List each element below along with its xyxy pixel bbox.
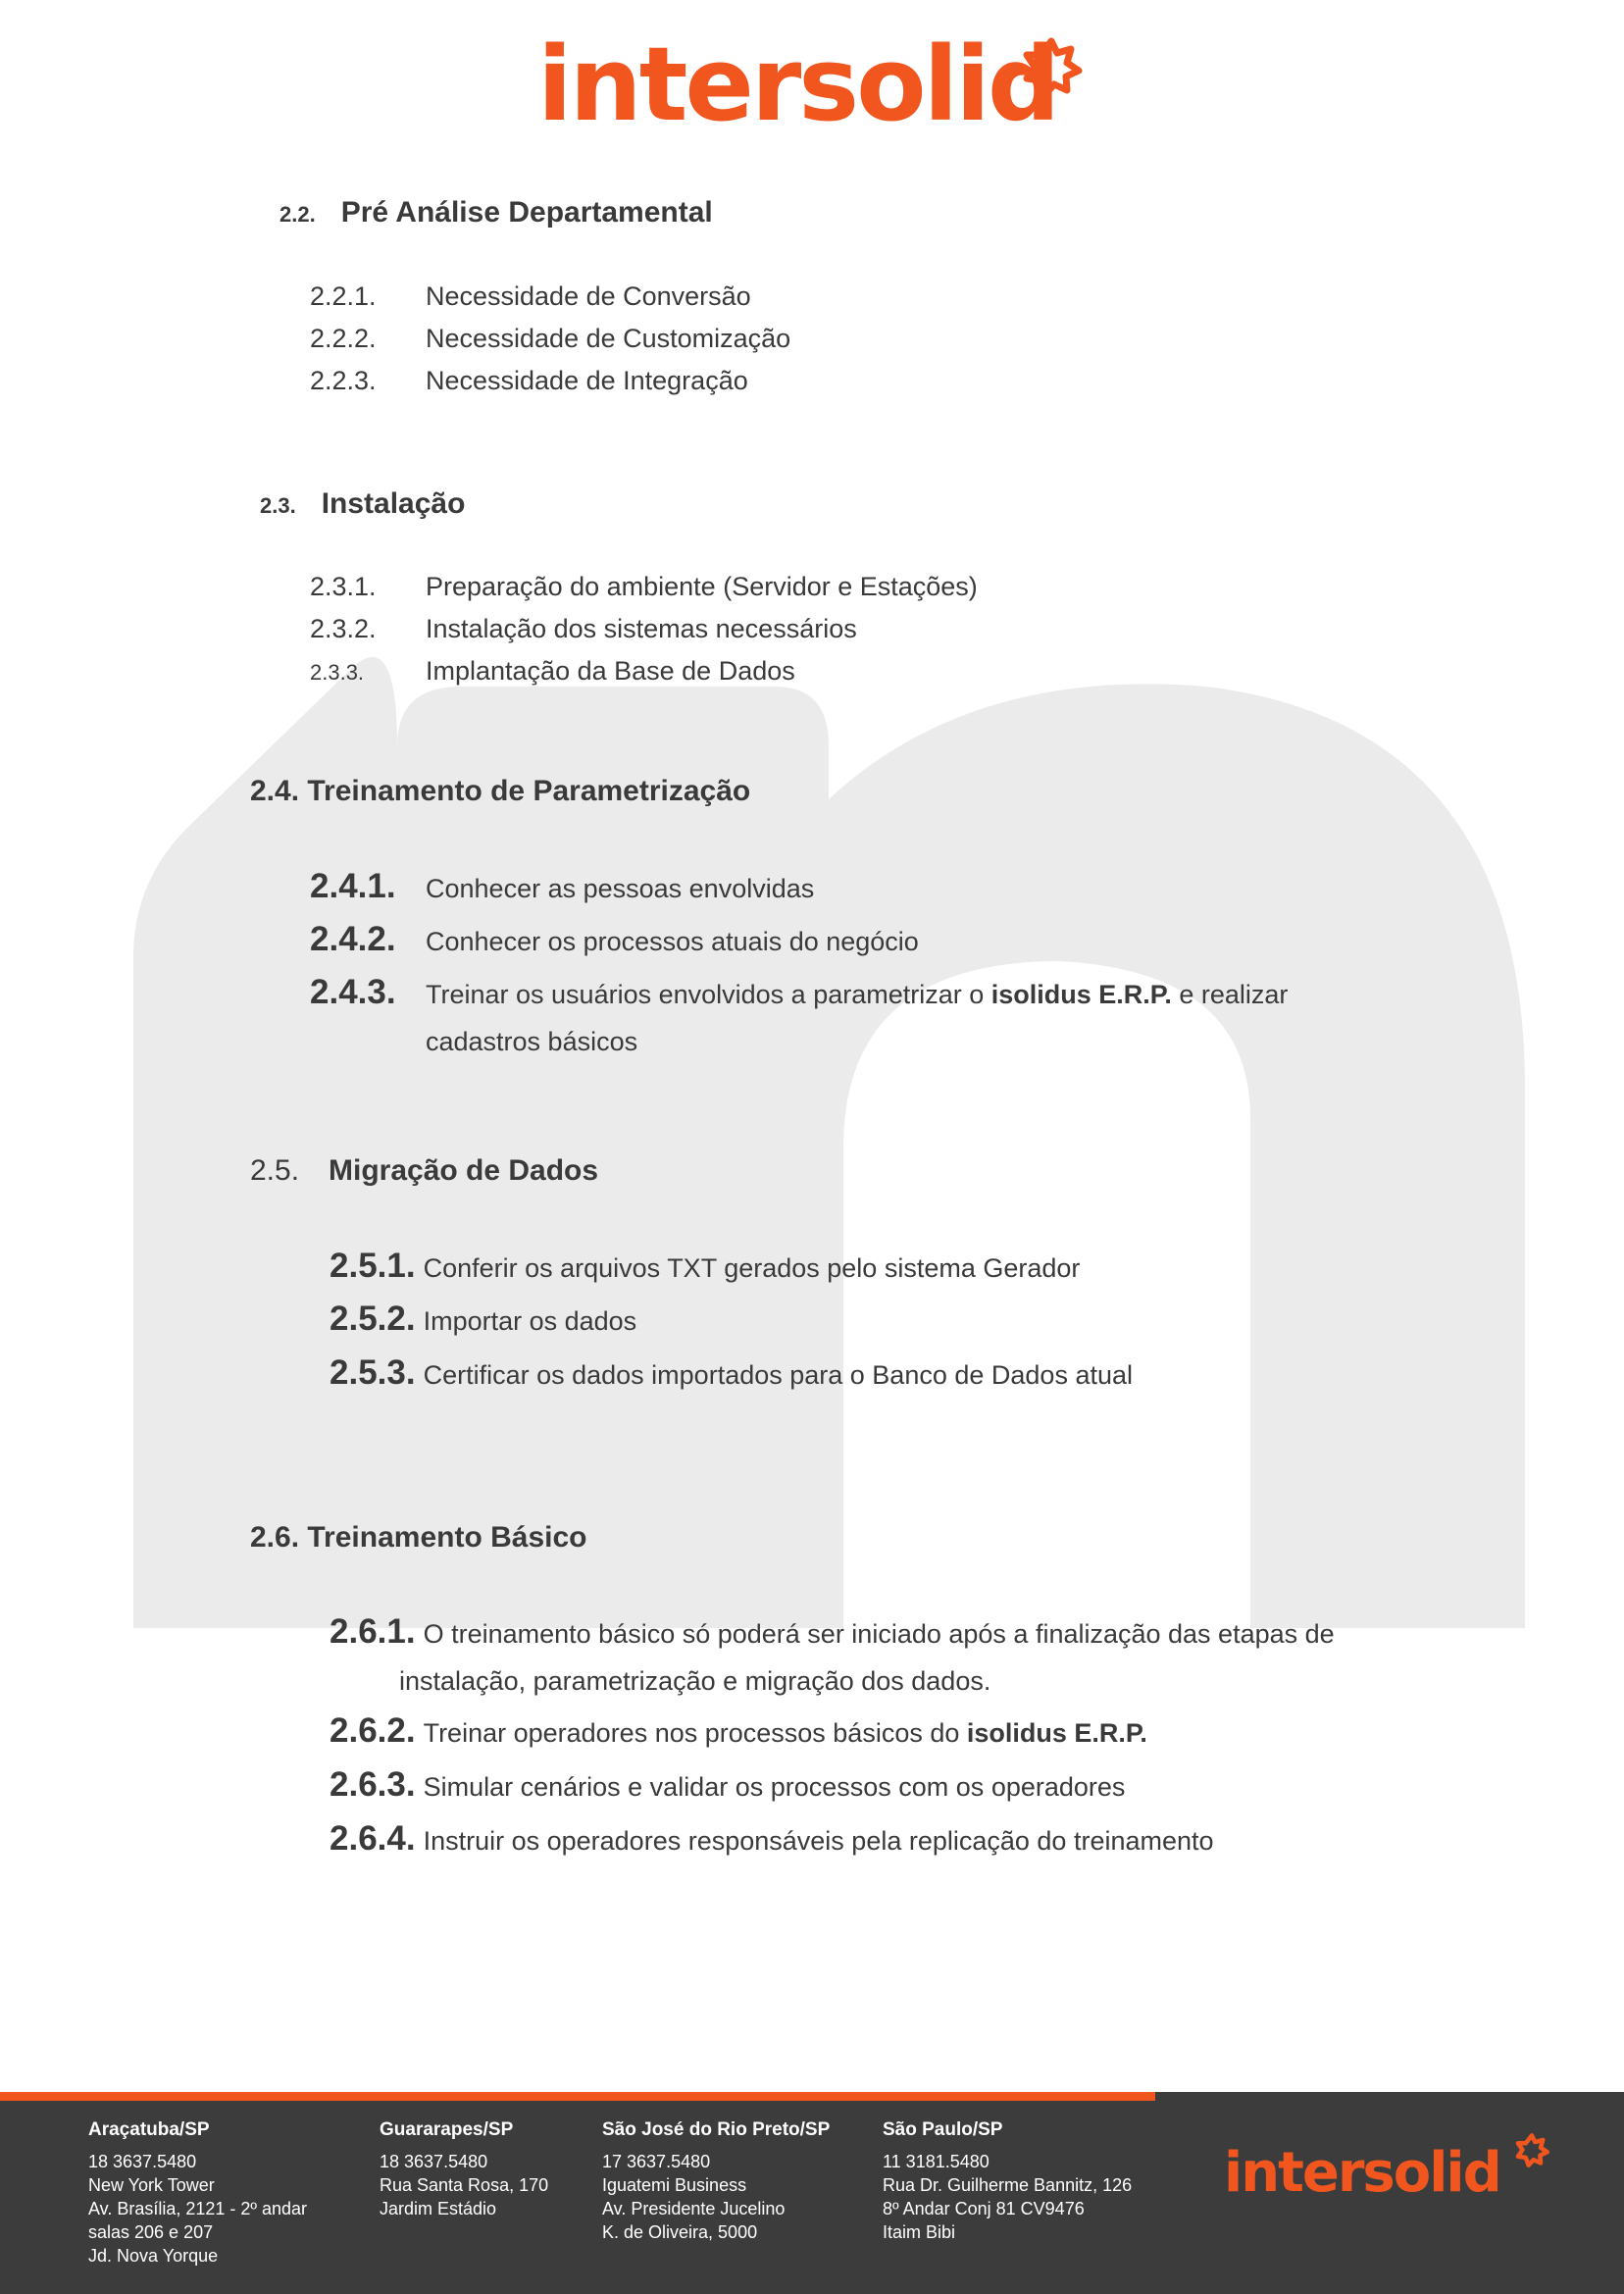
section-heading xyxy=(260,487,465,521)
list-item-continuation: instalação, parametrização e migração dos dados. xyxy=(399,1666,991,1696)
office-phone: 18 3637.5480 xyxy=(88,2152,197,2171)
item-text: Simular cenários e validar os processos com os operadores xyxy=(423,1772,1126,1802)
footer-accent-bar xyxy=(0,2092,1155,2101)
item-text: Treinar operadores nos processos básicos do xyxy=(423,1718,967,1748)
list-item xyxy=(330,1300,636,1339)
item-number: 2.3.3. xyxy=(310,660,365,685)
footer-office-rio-preto xyxy=(602,2118,830,2244)
header-logo-text: intersolid xyxy=(537,25,1058,144)
item-number: 2.2.1. xyxy=(310,281,377,311)
list-item xyxy=(330,1612,1335,1652)
item-text: Certificar os dados importados para o Banco de Dados atual xyxy=(423,1360,1133,1390)
section-number: 2.3. xyxy=(260,493,296,518)
item-number: 2.6.3. xyxy=(330,1765,416,1804)
list-item xyxy=(310,572,978,602)
office-phone: 18 3637.5480 xyxy=(380,2152,488,2171)
footer-logo-text: intersolid xyxy=(1224,2141,1500,2205)
logo-flower-icon xyxy=(1514,2132,1549,2167)
section-title: Migração de Dados xyxy=(329,1154,599,1187)
section-title: Pré Análise Departamental xyxy=(340,196,713,229)
item-number: 2.4.3. xyxy=(310,973,396,1011)
item-number: 2.5.1. xyxy=(330,1247,416,1285)
office-phone: 11 3181.5480 xyxy=(883,2152,990,2171)
item-number: 2.6.4. xyxy=(330,1819,416,1858)
item-number: 2.4.1. xyxy=(310,867,396,905)
logo-flower-icon xyxy=(1020,35,1083,98)
item-text: Necessidade de Integração xyxy=(426,366,748,395)
list-item xyxy=(310,281,751,312)
item-text: Preparação do ambiente (Servidor e Estações) xyxy=(426,572,978,601)
list-item xyxy=(310,867,814,906)
section-number: 2.6. xyxy=(250,1521,300,1554)
list-item xyxy=(310,973,1288,1012)
item-number: 2.3.2. xyxy=(310,614,377,643)
footer-office-guararapes xyxy=(380,2118,548,2220)
section-heading xyxy=(250,1154,598,1188)
section-title: Instalação xyxy=(321,487,466,520)
office-address-line: K. de Oliveira, 5000 xyxy=(602,2222,758,2242)
office-address-line: Jd. Nova Yorque xyxy=(88,2246,219,2266)
office-city: Araçatuba/SP xyxy=(88,2119,210,2140)
product-name: isolidus E.R.P. xyxy=(966,1718,1147,1748)
item-text: Necessidade de Conversão xyxy=(426,281,751,311)
item-number: 2.2.2. xyxy=(310,324,377,353)
list-item xyxy=(310,366,748,396)
list-item xyxy=(310,920,919,959)
item-text: Importar os dados xyxy=(423,1306,637,1336)
office-address-line: Rua Dr. Guilherme Bannitz, 126 xyxy=(883,2175,1133,2195)
office-phone: 17 3637.5480 xyxy=(602,2152,711,2171)
section-number: 2.4. xyxy=(250,775,300,807)
item-text: Instruir os operadores responsáveis pela replicação do treinamento xyxy=(423,1826,1214,1856)
office-city: Guararapes/SP xyxy=(380,2119,514,2140)
section-heading xyxy=(279,196,713,229)
section-number: 2.5. xyxy=(250,1154,300,1187)
item-text: Treinar os usuários envolvidos a parametrizar o xyxy=(426,980,991,1009)
list-item xyxy=(330,1353,1133,1393)
list-item xyxy=(310,656,795,687)
list-item-continuation: cadastros básicos xyxy=(426,1027,638,1056)
office-city: São Paulo/SP xyxy=(883,2119,1003,2140)
item-number: 2.5.3. xyxy=(330,1353,416,1392)
item-text: Conhecer as pessoas envolvidas xyxy=(426,874,815,903)
list-item xyxy=(310,324,790,354)
item-text: Implantação da Base de Dados xyxy=(426,656,795,686)
list-item xyxy=(330,1819,1214,1859)
item-text: Conhecer os processos atuais do negócio xyxy=(426,927,919,956)
section-title: Treinamento de Parametrização xyxy=(307,775,751,807)
product-name: isolidus E.R.P. xyxy=(990,980,1172,1009)
list-item xyxy=(330,1247,1080,1286)
office-address-line: salas 206 e 207 xyxy=(88,2222,214,2242)
section-number: 2.2. xyxy=(279,202,316,227)
section-heading xyxy=(250,775,750,808)
office-address-line: Av. Presidente Jucelino xyxy=(602,2199,786,2218)
office-city: São José do Rio Preto/SP xyxy=(602,2119,831,2140)
office-address-line: Itaim Bibi xyxy=(883,2222,956,2242)
item-number: 2.6.2. xyxy=(330,1711,416,1750)
item-number: 2.4.2. xyxy=(310,920,396,958)
item-text: e realizar xyxy=(1171,980,1289,1009)
item-number: 2.3.1. xyxy=(310,572,377,601)
item-number: 2.2.3. xyxy=(310,366,377,395)
item-text: Necessidade de Customização xyxy=(426,324,791,353)
office-address-line: 8º Andar Conj 81 CV9476 xyxy=(883,2199,1085,2218)
footer-office-aracatuba xyxy=(88,2118,307,2268)
list-item xyxy=(310,614,857,644)
office-address-line: Av. Brasília, 2121 - 2º andar xyxy=(88,2199,308,2218)
section-heading xyxy=(250,1521,586,1555)
office-address-line: Rua Santa Rosa, 170 xyxy=(380,2175,549,2195)
item-number: 2.6.1. xyxy=(330,1612,416,1651)
item-text: O treinamento básico só poderá ser iniciado após a finalização das etapas de xyxy=(423,1619,1335,1649)
office-address-line: New York Tower xyxy=(88,2175,215,2195)
section-title: Treinamento Básico xyxy=(307,1521,587,1554)
item-number: 2.5.2. xyxy=(330,1300,416,1338)
footer-office-sao-paulo xyxy=(883,2118,1132,2244)
list-item xyxy=(330,1711,1147,1751)
list-item xyxy=(330,1765,1125,1805)
item-text: Instalação dos sistemas necessários xyxy=(426,614,857,643)
office-address-line: Iguatemi Business xyxy=(602,2175,747,2195)
item-text: Conferir os arquivos TXT gerados pelo sistema Gerador xyxy=(423,1253,1081,1283)
office-address-line: Jardim Estádio xyxy=(380,2199,497,2218)
